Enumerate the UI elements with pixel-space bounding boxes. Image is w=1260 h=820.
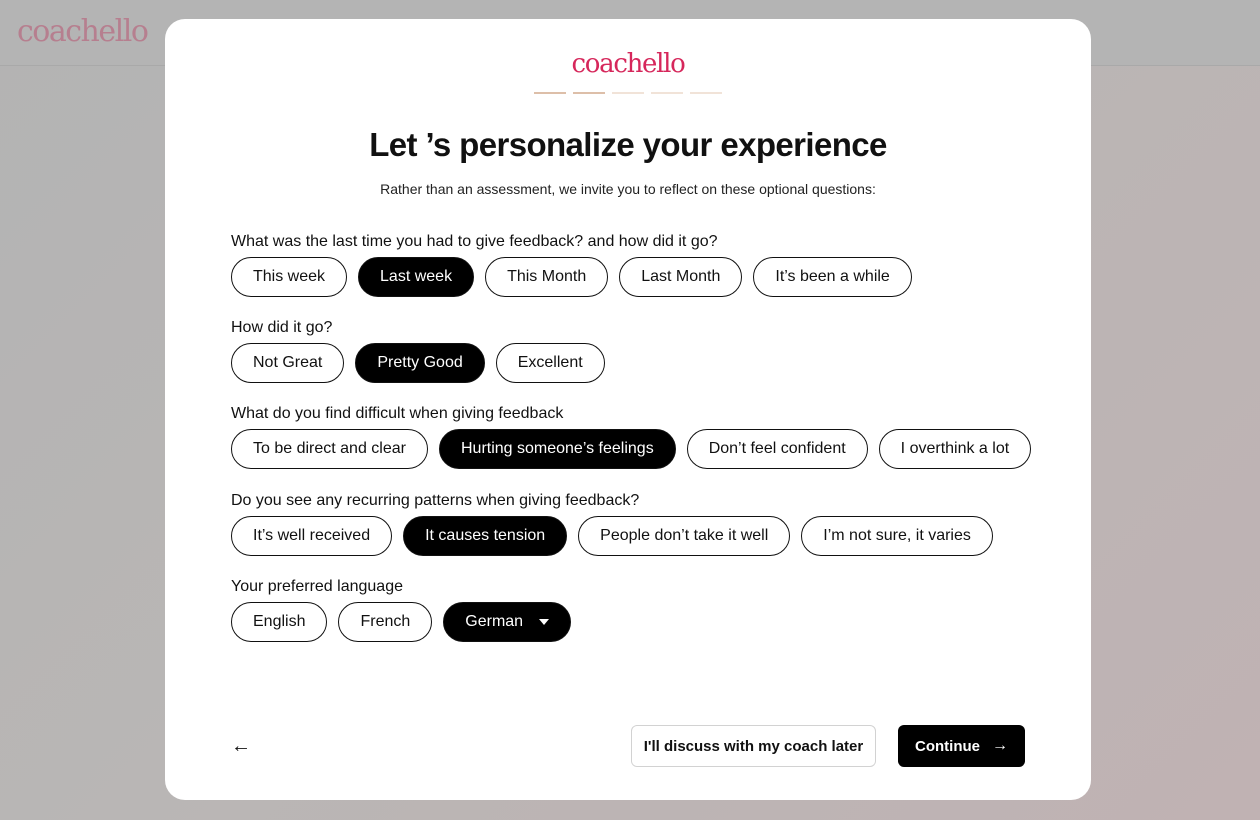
option-last-month[interactable]: Last Month [619, 257, 742, 297]
language-dropdown[interactable] [443, 602, 571, 642]
brand-logo: coachello [571, 49, 685, 79]
option-dont-take-it-well[interactable]: People don’t take it well [578, 516, 790, 556]
step-progress [534, 92, 722, 94]
option-french[interactable]: French [338, 602, 432, 642]
option-pretty-good[interactable]: Pretty Good [355, 343, 484, 383]
question-language [231, 578, 571, 642]
option-group [231, 602, 571, 642]
continue-button[interactable] [898, 725, 1025, 767]
arrow-right-icon: → [992, 737, 1008, 754]
question-label: What was the last time you had to give feedback? and how did it go? [231, 233, 718, 250]
option-been-a-while[interactable]: It’s been a while [753, 257, 911, 297]
option-group [231, 343, 605, 383]
question-last-feedback [231, 233, 912, 297]
option-overthink[interactable]: I overthink a lot [879, 429, 1032, 469]
question-label: Do you see any recurring patterns when giving feedback? [231, 492, 640, 509]
option-not-great[interactable]: Not Great [231, 343, 344, 383]
progress-step-2 [573, 92, 605, 94]
option-group [231, 257, 912, 297]
caret-down-icon [539, 619, 549, 625]
option-group [231, 429, 1031, 469]
option-this-week[interactable]: This week [231, 257, 347, 297]
discuss-later-button[interactable]: I'll discuss with my coach later [631, 725, 876, 767]
question-label: How did it go? [231, 319, 333, 336]
continue-button-label: Continue [915, 737, 980, 755]
option-hurting-feelings[interactable]: Hurting someone’s feelings [439, 429, 676, 469]
question-label: Your preferred language [231, 578, 403, 595]
question-difficulties [231, 405, 1031, 469]
question-label: What do you find difficult when giving feedback [231, 405, 564, 422]
option-causes-tension[interactable]: It causes tension [403, 516, 567, 556]
progress-step-3 [612, 92, 644, 94]
option-this-month[interactable]: This Month [485, 257, 608, 297]
option-not-confident[interactable]: Don’t feel confident [687, 429, 868, 469]
background-logo: coachello [17, 14, 148, 49]
progress-step-5 [690, 92, 722, 94]
option-last-week[interactable]: Last week [358, 257, 474, 297]
language-dropdown-label: German [465, 613, 524, 630]
back-arrow-icon[interactable]: ← [231, 735, 251, 757]
option-excellent[interactable]: Excellent [496, 343, 605, 383]
question-recurring-patterns [231, 492, 993, 556]
personalization-modal [165, 19, 1091, 800]
question-how-did-it-go [231, 319, 605, 383]
progress-step-4 [651, 92, 683, 94]
page-subtitle: Rather than an assessment, we invite you to reflect on these optional questions: [380, 181, 876, 197]
option-well-received[interactable]: It’s well received [231, 516, 392, 556]
option-not-sure-varies[interactable]: I’m not sure, it varies [801, 516, 993, 556]
option-english[interactable]: English [231, 602, 327, 642]
option-group [231, 516, 993, 556]
option-direct-and-clear[interactable]: To be direct and clear [231, 429, 428, 469]
progress-step-1 [534, 92, 566, 94]
page-title: Let ’s personalize your experience [369, 126, 887, 163]
